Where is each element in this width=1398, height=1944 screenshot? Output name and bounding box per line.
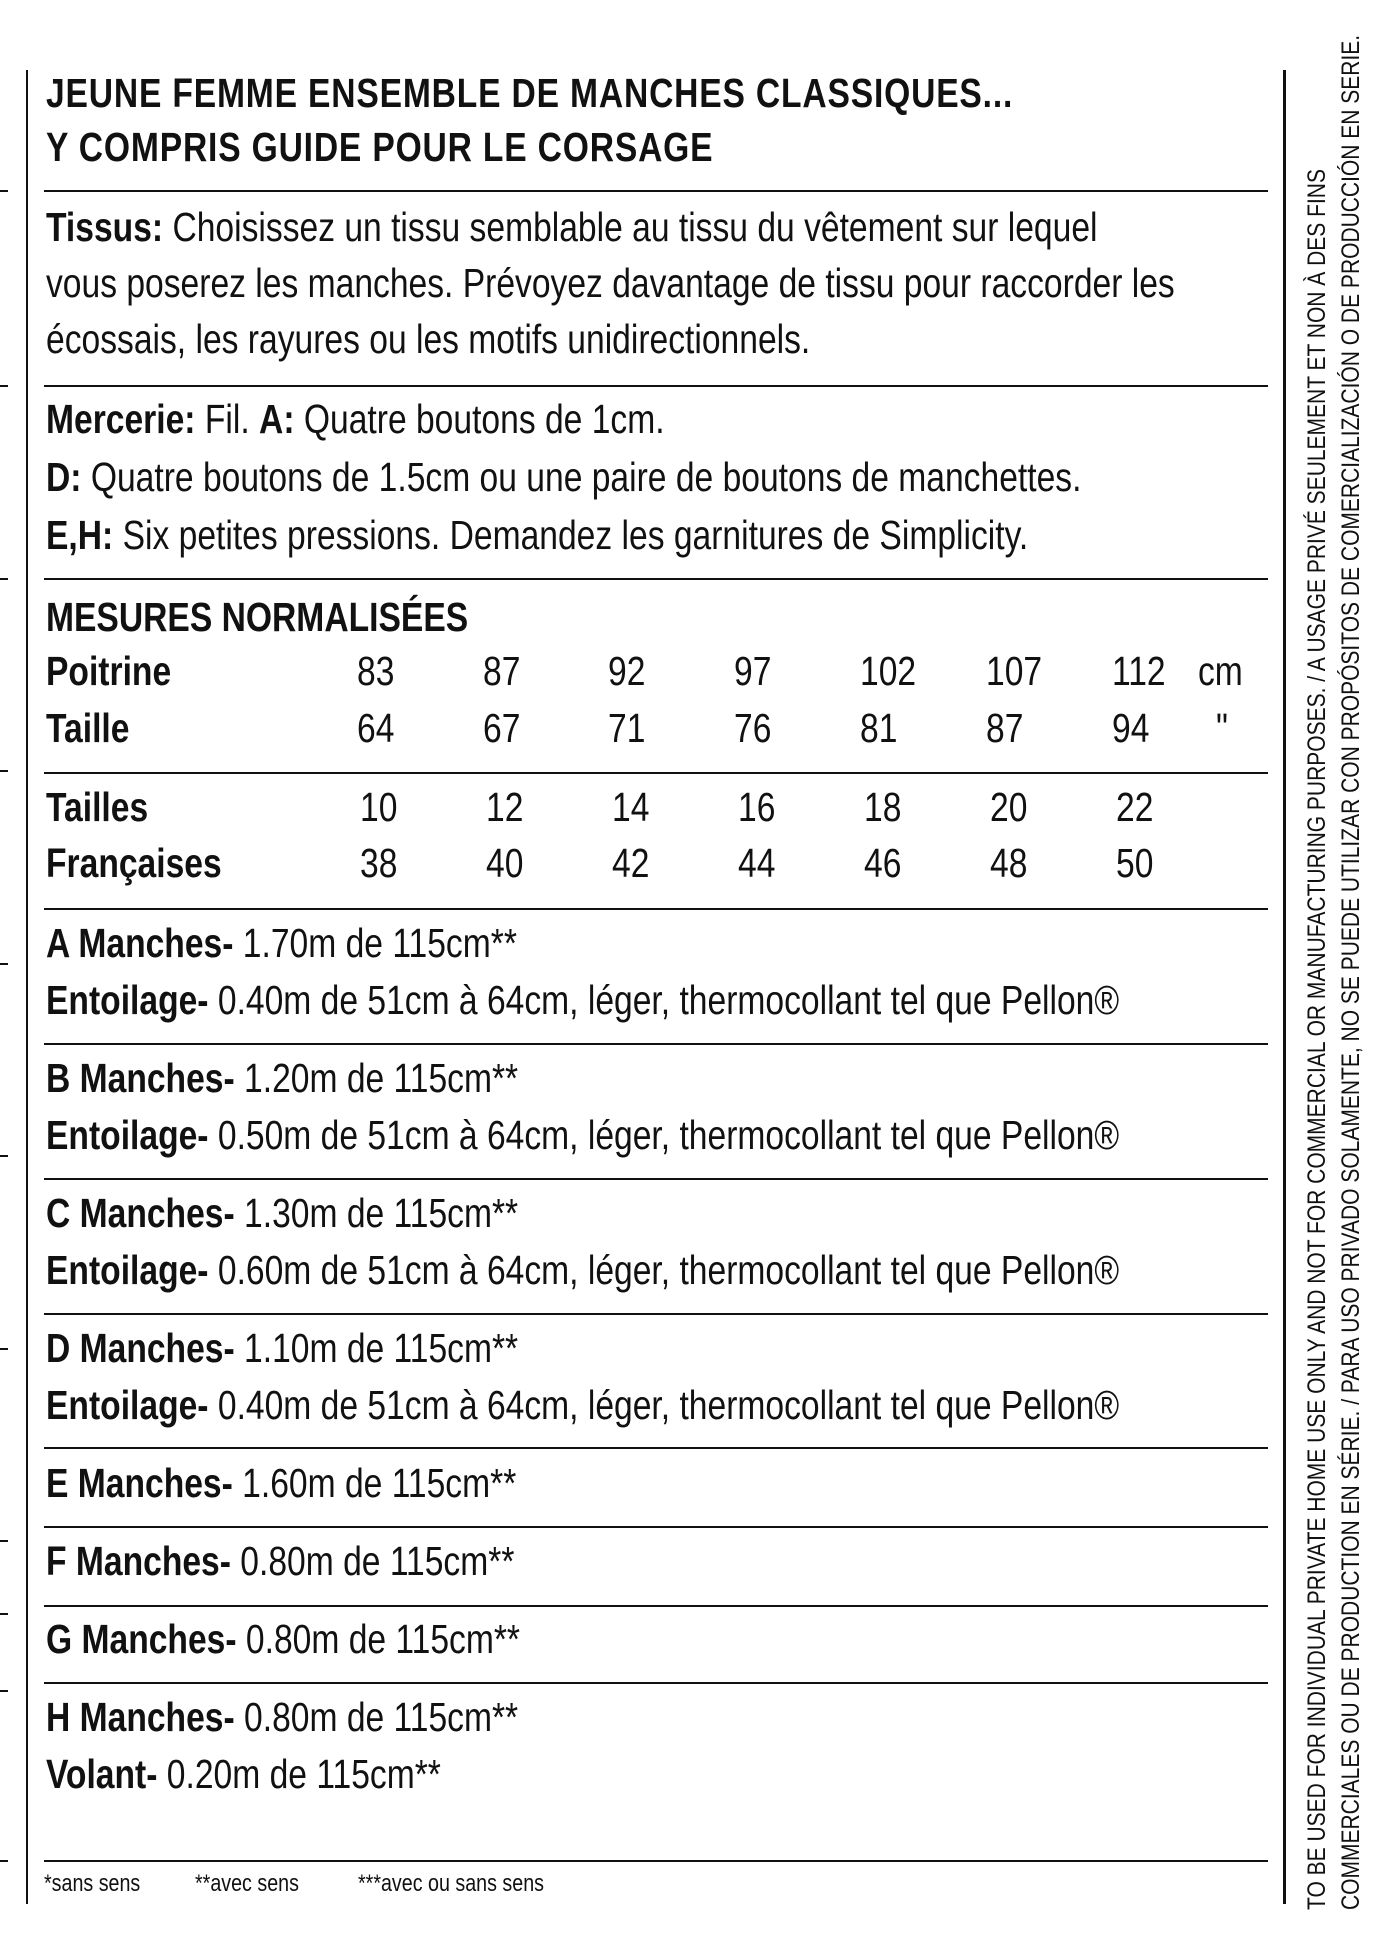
margin-tick <box>0 770 8 772</box>
view-g-text: 0.80m de 115cm** <box>245 1616 521 1662</box>
view-d-label: D Manches- <box>46 1325 235 1371</box>
margin-tick <box>0 1690 8 1692</box>
taille-value: 81 <box>860 705 898 751</box>
taille-size: 20 <box>990 784 1028 830</box>
footnote-avec-ou-sans: ***avec ou sans sens <box>358 1870 544 1897</box>
poitrine-value: 112 <box>1112 648 1166 694</box>
poitrine-value: 83 <box>357 648 395 694</box>
usage-notice-line1: TO BE USED FOR INDIVIDUAL PRIVATE HOME USE ONLY AND NOT FOR COMMERCIAL OR MANUFACTURING PURPOSES. / A USAGE PRIVÉ SEULEMENT ET NON À DES FINS <box>1303 169 1331 1910</box>
page-title-line2: Y COMPRIS GUIDE POUR LE CORSAGE <box>46 124 714 170</box>
view-e-label: E Manches- <box>46 1460 233 1506</box>
mesures-heading: MESURES NORMALISÉES <box>46 594 469 640</box>
view-d-manches <box>46 1323 518 1373</box>
view-c-label: C Manches- <box>46 1190 235 1236</box>
left-border <box>26 70 28 1904</box>
divider <box>44 1526 1268 1528</box>
francaise-size: 48 <box>990 840 1028 886</box>
taille-value: 94 <box>1112 705 1150 751</box>
francaise-size: 42 <box>612 840 650 886</box>
poitrine-label: Poitrine <box>46 648 172 694</box>
francaise-size: 50 <box>1116 840 1154 886</box>
taille-value: 71 <box>608 705 646 751</box>
usage-notice <box>1300 34 1368 1910</box>
page-title-line1: JEUNE FEMME ENSEMBLE DE MANCHES CLASSIQUES... <box>46 70 1014 116</box>
taille-value: 76 <box>734 705 772 751</box>
taille-unit: " <box>1216 705 1228 751</box>
divider <box>44 1447 1268 1449</box>
divider <box>44 1313 1268 1315</box>
margin-tick <box>0 1540 8 1542</box>
mercerie-a-label: A: <box>259 396 295 442</box>
taille-value: 87 <box>986 705 1024 751</box>
view-c-text: 1.30m de 115cm** <box>244 1190 519 1236</box>
tissus-line3: écossais, les rayures ou les motifs unidirectionnels. <box>46 316 811 362</box>
poitrine-value: 102 <box>860 648 917 694</box>
margin-tick <box>0 190 8 192</box>
view-h-text: 0.80m de 115cm** <box>244 1694 519 1740</box>
view-f-text: 0.80m de 115cm** <box>240 1538 515 1584</box>
view-h-manches <box>46 1692 518 1742</box>
divider <box>44 1178 1268 1180</box>
view-e-manches <box>46 1458 516 1508</box>
taille-size: 18 <box>864 784 902 830</box>
divider <box>44 1043 1268 1045</box>
tissus-text1: Choisissez un tissu semblable au tissu du vêtement sur lequel <box>172 204 1098 250</box>
taille-size: 12 <box>486 784 524 830</box>
taille-value: 67 <box>483 705 521 751</box>
francaise-size: 40 <box>486 840 524 886</box>
margin-tick <box>0 385 8 387</box>
margin-tick <box>0 963 8 965</box>
poitrine-value: 97 <box>734 648 772 694</box>
mercerie-line3 <box>46 510 1028 560</box>
mercerie-d-label: D: <box>46 454 82 500</box>
margin-tick <box>0 1860 8 1862</box>
tissus-label: Tissus: <box>46 204 164 250</box>
poitrine-value: 107 <box>986 648 1043 694</box>
footnote-avec-sens: **avec sens <box>195 1870 299 1897</box>
divider <box>44 578 1268 580</box>
divider <box>44 1860 1268 1862</box>
tailles-label: Tailles <box>46 784 149 830</box>
view-f-label: F Manches- <box>46 1538 231 1584</box>
mercerie-a-text: Quatre boutons de 1cm. <box>303 396 665 442</box>
francaise-size: 44 <box>738 840 776 886</box>
volant-text: 0.20m de 115cm** <box>166 1751 441 1797</box>
divider <box>44 1682 1268 1684</box>
taille-size: 22 <box>1116 784 1154 830</box>
view-a-label: A Manches- <box>46 920 234 966</box>
divider <box>44 772 1268 774</box>
francaise-size: 38 <box>360 840 398 886</box>
view-a-ent-text: 0.40m de 51cm à 64cm, léger, thermocollant tel que Pellon® <box>217 977 1120 1023</box>
poitrine-value: 87 <box>483 648 521 694</box>
margin-tick <box>0 578 8 580</box>
taille-label: Taille <box>46 705 130 751</box>
divider <box>44 1605 1268 1607</box>
margin-tick <box>0 1155 8 1157</box>
view-g-label: G Manches- <box>46 1616 237 1662</box>
view-b-ent-text: 0.50m de 51cm à 64cm, léger, thermocollant tel que Pellon® <box>217 1112 1120 1158</box>
francaises-label: Françaises <box>46 840 222 886</box>
mercerie-eh-label: E,H: <box>46 512 114 558</box>
view-f-manches <box>46 1536 514 1586</box>
tissus-line1 <box>46 202 1097 252</box>
margin-tick <box>0 1348 8 1350</box>
francaise-size: 46 <box>864 840 902 886</box>
taille-size: 16 <box>738 784 776 830</box>
view-c-entoilage <box>46 1245 1119 1295</box>
margin-tick <box>0 1613 8 1615</box>
mercerie-label: Mercerie: <box>46 396 196 442</box>
view-b-label: B Manches- <box>46 1055 235 1101</box>
view-a-text: 1.70m de 115cm** <box>242 920 517 966</box>
usage-notice-line2: COMMERCIALES OU DE PRODUCTION EN SÉRIE. / PARA USO PRIVADO SOLAMENTE, NO SE PUEDE UTILIZAR CON PROPÓSITOS DE COMERCIALIZACIÓN O DE PRODUCCIÓN EN SERIE. <box>1337 34 1365 1910</box>
mercerie-line1 <box>46 394 665 444</box>
divider <box>44 190 1268 192</box>
view-d-entoilage <box>46 1380 1119 1430</box>
footnote-sans-sens: *sans sens <box>44 1870 141 1897</box>
mercerie-fil: Fil. <box>204 396 250 442</box>
mercerie-d-text: Quatre boutons de 1.5cm ou une paire de boutons de manchettes. <box>90 454 1082 500</box>
mercerie-line2 <box>46 452 1081 502</box>
view-d-ent-label: Entoilage- <box>46 1382 209 1428</box>
view-g-manches <box>46 1614 520 1664</box>
view-a-ent-label: Entoilage- <box>46 977 209 1023</box>
view-b-manches <box>46 1053 518 1103</box>
view-e-text: 1.60m de 115cm** <box>242 1460 517 1506</box>
view-b-entoilage <box>46 1110 1119 1160</box>
view-a-manches <box>46 918 517 968</box>
mercerie-eh-text: Six petites pressions. Demandez les garnitures de Simplicity. <box>122 512 1029 558</box>
taille-value: 64 <box>357 705 395 751</box>
view-d-ent-text: 0.40m de 51cm à 64cm, léger, thermocollant tel que Pellon® <box>217 1382 1120 1428</box>
taille-size: 10 <box>360 784 398 830</box>
poitrine-value: 92 <box>608 648 646 694</box>
view-b-text: 1.20m de 115cm** <box>244 1055 519 1101</box>
view-d-text: 1.10m de 115cm** <box>244 1325 519 1371</box>
view-h-label: H Manches- <box>46 1694 235 1740</box>
view-h-volant <box>46 1749 441 1799</box>
poitrine-unit: cm <box>1198 648 1243 694</box>
view-b-ent-label: Entoilage- <box>46 1112 209 1158</box>
taille-size: 14 <box>612 784 650 830</box>
view-c-ent-label: Entoilage- <box>46 1247 209 1293</box>
view-a-entoilage <box>46 975 1119 1025</box>
divider <box>44 908 1268 910</box>
divider <box>44 385 1268 387</box>
volant-label: Volant- <box>46 1751 158 1797</box>
view-c-manches <box>46 1188 518 1238</box>
tissus-line2: vous poserez les manches. Prévoyez davantage de tissu pour raccorder les <box>46 260 1175 306</box>
view-c-ent-text: 0.60m de 51cm à 64cm, léger, thermocollant tel que Pellon® <box>217 1247 1120 1293</box>
right-border <box>1283 70 1286 1904</box>
